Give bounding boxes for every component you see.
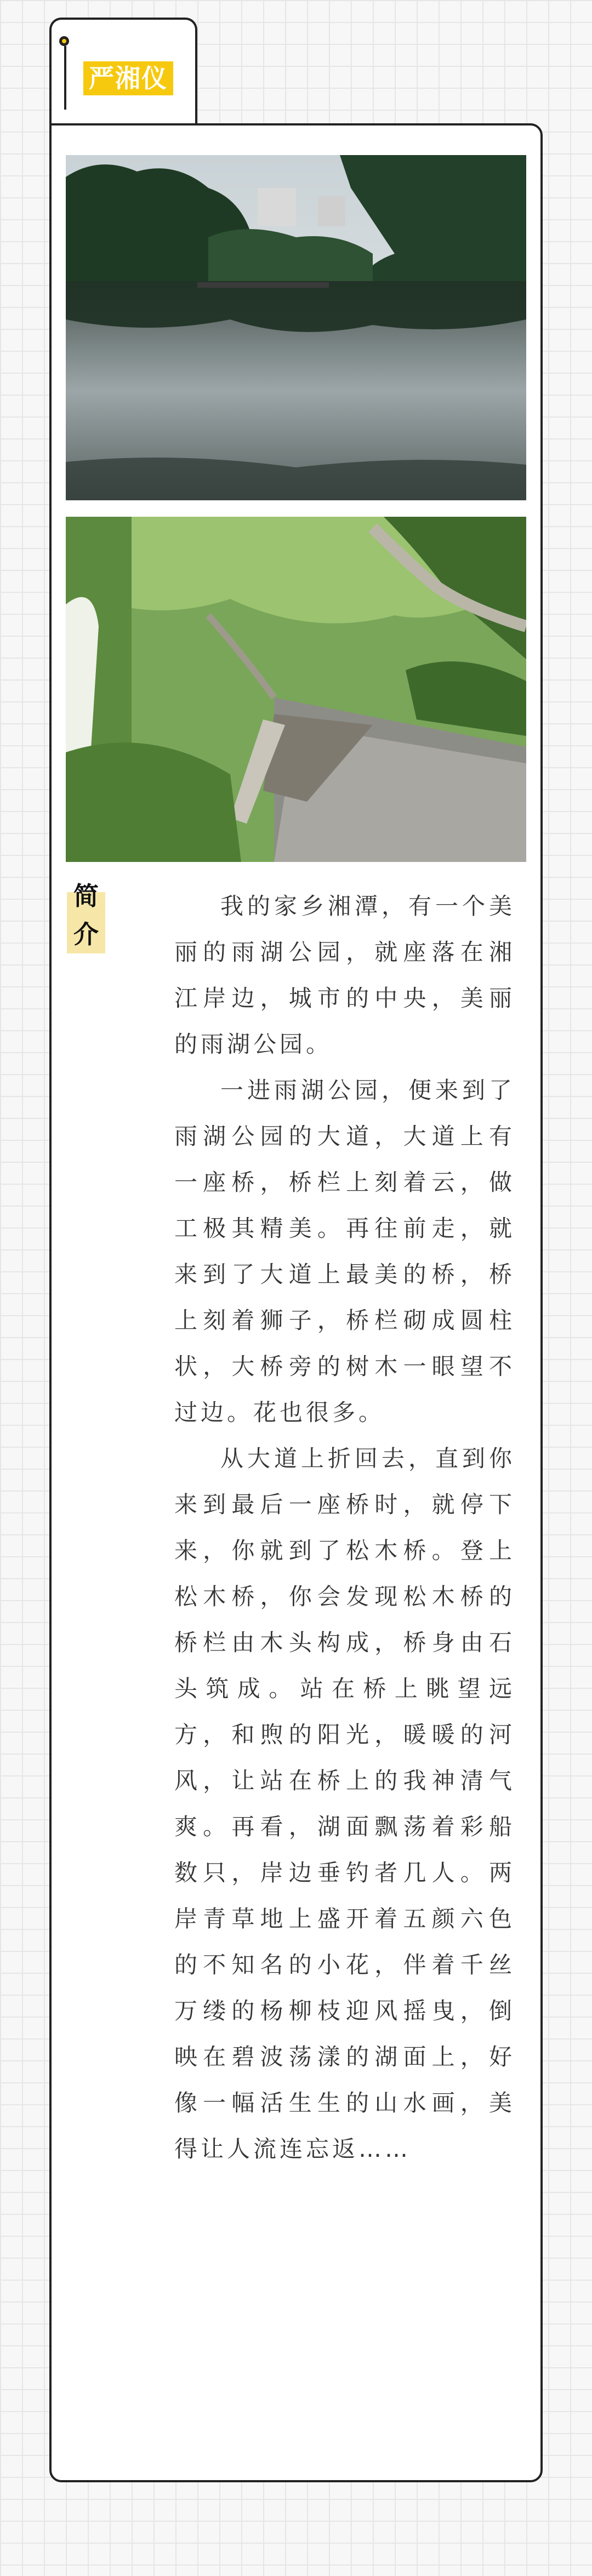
article-paragraph: 一进雨湖公园，便来到了雨湖公园的大道，大道上有一座桥，桥栏上刻着云，做工极其精美。再往前走，就来到了大道上最美的桥，桥上刻着狮子，桥栏砌成圆柱状，大桥旁的树木一眼望不过边。花也很多。 <box>174 1077 515 1426</box>
section-label: 简介 <box>67 877 105 953</box>
page-title: 严湘仪 <box>83 61 173 95</box>
pin-icon <box>59 36 69 46</box>
park-stairs-trees-photo <box>66 517 526 862</box>
lake-reflection-photo <box>66 155 526 500</box>
tab-stem-line <box>64 46 66 110</box>
article-paragraph: 我的家乡湘潭，有一个美丽的雨湖公园，就座落在湘江岸边，城市的中央，美丽的雨湖公园。 <box>174 893 515 1058</box>
article-body <box>174 883 515 2172</box>
article-paragraph: 从大道上折回去，直到你来到最后一座桥时，就停下来，你就到了松木桥。登上松木桥，你会发现松木桥的桥栏由木头构成，桥身由石头筑成。站在桥上眺望远方，和煦的阳光，暖暖的河风，让站在桥上的我神清气爽。再看，湖面飘荡着彩船数只，岸边垂钓者几人。两岸青草地上盛开着五颜六色的不知名的小花，伴着千丝万缕的杨柳枝迎风摇曳，倒映在碧波荡漾的湖面上，好像一幅活生生的山水画，美得让人流连忘返…… <box>174 1445 515 2162</box>
